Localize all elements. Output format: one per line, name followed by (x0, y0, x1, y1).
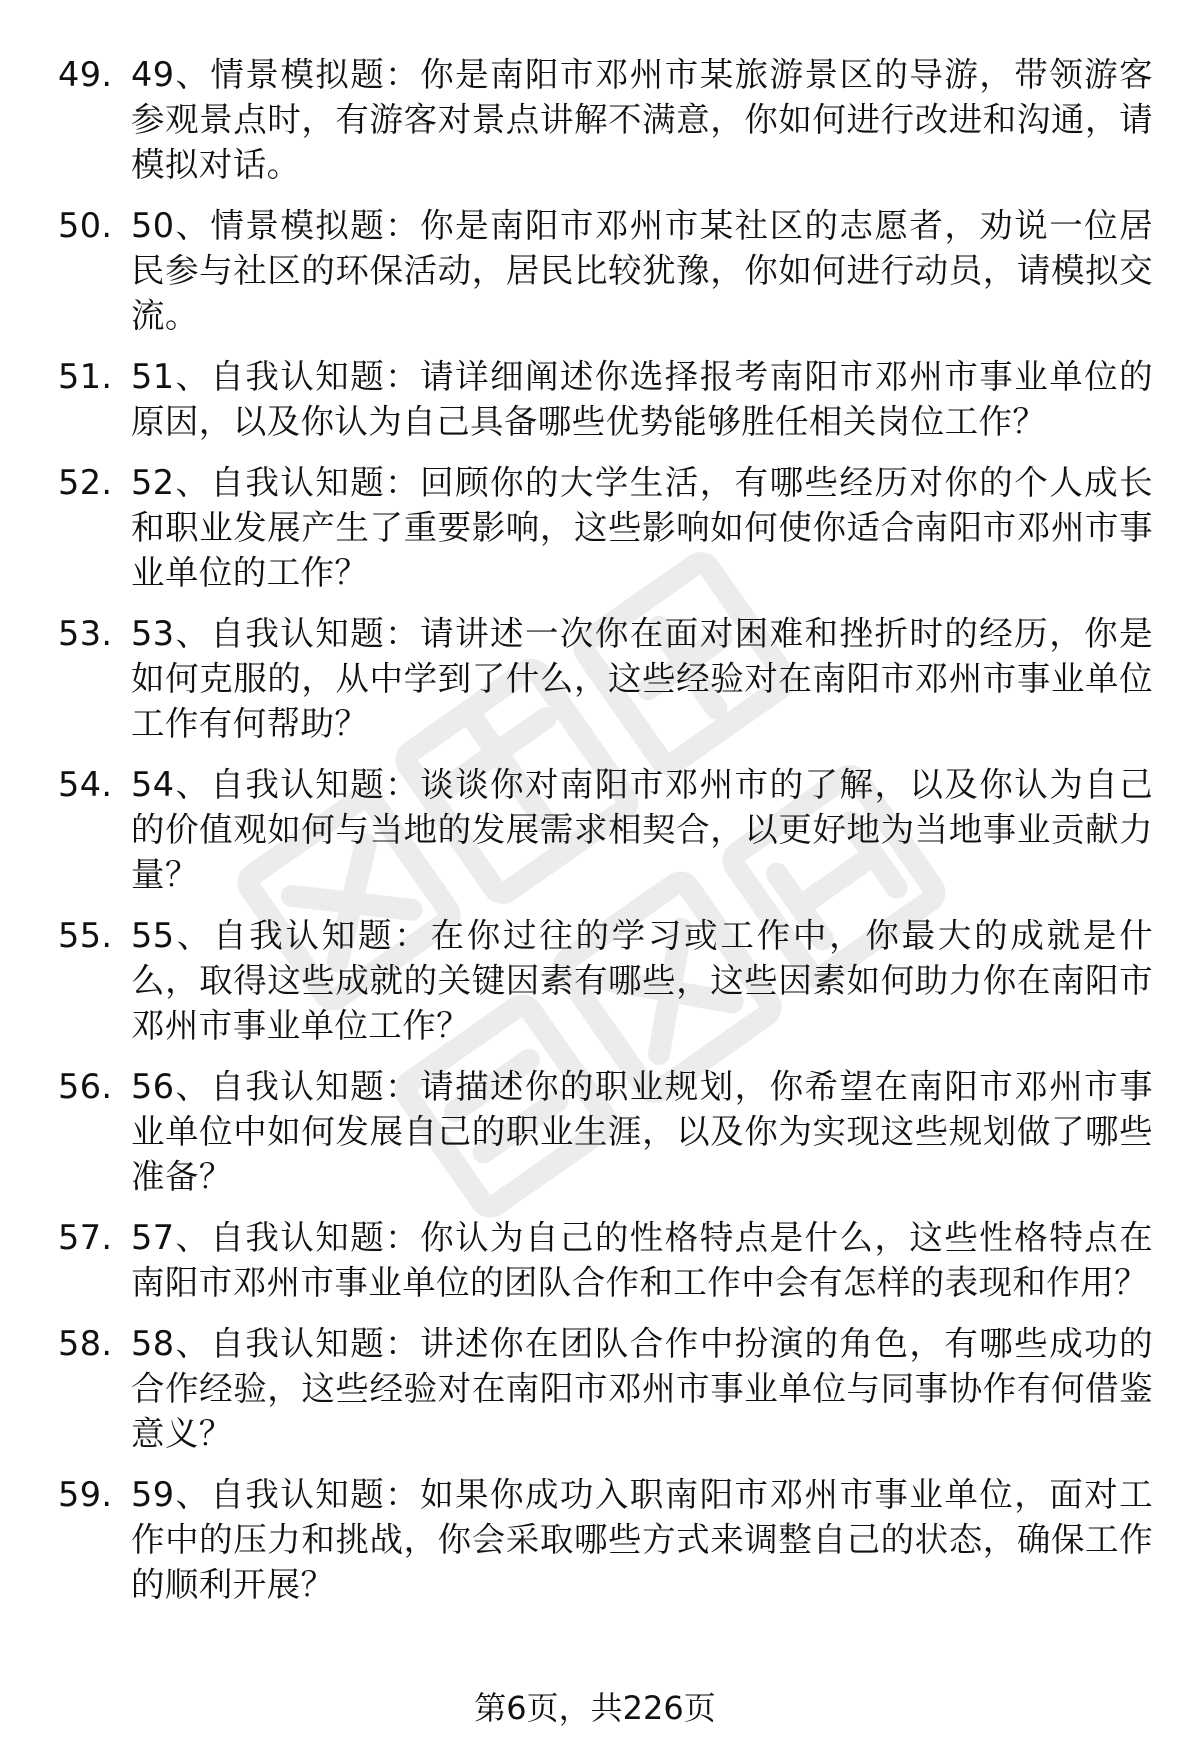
question-item (58, 354, 1158, 444)
question-item (58, 203, 1158, 338)
page-number-label: 第6页，共226页 (474, 1689, 716, 1727)
question-text: 49、情景模拟题：你是南阳市邓州市某旅游景区的导游，带领游客参观景点时，有游客对景点讲解不满意，你如何进行改进和沟通，请模拟对话。 (131, 55, 1153, 184)
question-number: 52. (58, 463, 113, 502)
question-item (58, 1064, 1158, 1199)
question-item (58, 460, 1158, 595)
question-item (58, 1321, 1158, 1456)
question-text: 55、自我认知题：在你过往的学习或工作中，你最大的成就是什么，取得这些成就的关键因素有哪些，这些因素如何助力你在南阳市邓州市事业单位工作？ (131, 916, 1153, 1045)
question-text: 56、自我认知题：请描述你的职业规划，你希望在南阳市邓州市事业单位中如何发展自己的职业生涯，以及你为实现这些规划做了哪些准备？ (131, 1067, 1153, 1196)
question-text: 51、自我认知题：请详细阐述你选择报考南阳市邓州市事业单位的原因，以及你认为自己具备哪些优势能够胜任相关岗位工作？ (131, 357, 1153, 441)
question-number: 57. (58, 1218, 113, 1257)
question-item (58, 1215, 1158, 1305)
question-item (58, 52, 1158, 187)
question-text: 52、自我认知题：回顾你的大学生活，有哪些经历对你的个人成长和职业发展产生了重要影响，这些影响如何使你适合南阳市邓州市事业单位的工作？ (131, 463, 1153, 592)
question-text: 53、自我认知题：请讲述一次你在面对困难和挫折时的经历，你是如何克服的，从中学到了什么，这些经验对在南阳市邓州市事业单位工作有何帮助？ (131, 614, 1153, 743)
question-item (58, 913, 1158, 1048)
question-number: 50. (58, 206, 113, 245)
question-text: 54、自我认知题：谈谈你对南阳市邓州市的了解，以及你认为自己的价值观如何与当地的发展需求相契合，以更好地为当地事业贡献力量？ (131, 765, 1153, 894)
page-footer (0, 1688, 1190, 1728)
question-number: 53. (58, 614, 113, 653)
question-number: 49. (58, 55, 113, 94)
question-number: 56. (58, 1067, 113, 1106)
question-item (58, 1472, 1158, 1607)
question-text: 58、自我认知题：讲述你在团队合作中扮演的角色，有哪些成功的合作经验，这些经验对在南阳市邓州市事业单位与同事协作有何借鉴意义？ (131, 1324, 1153, 1453)
question-number: 51. (58, 357, 113, 396)
question-text: 50、情景模拟题：你是南阳市邓州市某社区的志愿者，劝说一位居民参与社区的环保活动，居民比较犹豫，你如何进行动员，请模拟交流。 (131, 206, 1153, 335)
question-text: 57、自我认知题：你认为自己的性格特点是什么，这些性格特点在南阳市邓州市事业单位的团队合作和工作中会有怎样的表现和作用？ (131, 1218, 1153, 1302)
question-list (58, 52, 1158, 1623)
question-item (58, 611, 1158, 746)
question-item (58, 762, 1158, 897)
question-text: 59、自我认知题：如果你成功入职南阳市邓州市事业单位，面对工作中的压力和挑战，你会采取哪些方式来调整自己的状态，确保工作的顺利开展？ (131, 1475, 1153, 1604)
question-number: 58. (58, 1324, 113, 1363)
question-number: 54. (58, 765, 113, 804)
question-number: 59. (58, 1475, 113, 1514)
question-number: 55. (58, 916, 113, 955)
